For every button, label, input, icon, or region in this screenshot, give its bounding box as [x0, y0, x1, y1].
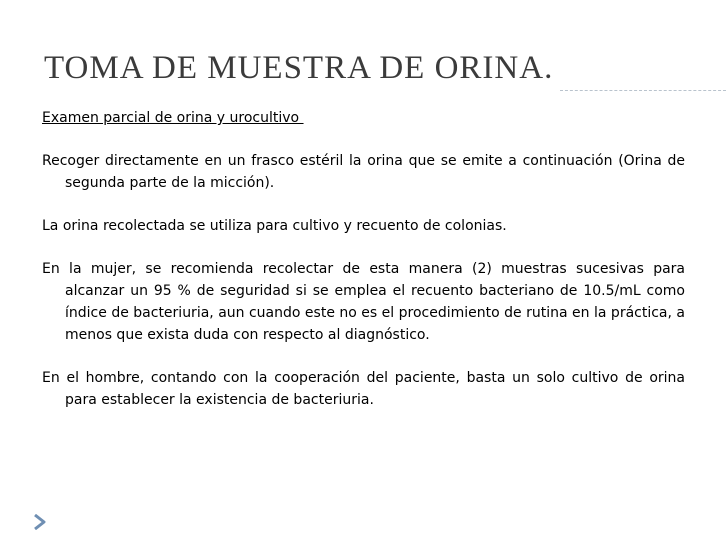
slide-body: [42, 107, 685, 411]
paragraph-4: En el hombre, contando con la cooperación del paciente, basta un solo cultivo de orina para establecer la existencia de bacteriuria.: [42, 370, 685, 408]
chevron-right-icon: [33, 514, 47, 530]
paragraph-1: Recoger directamente en un frasco estéril la orina que se emite a continuación (Orina de segunda parte de la micción).: [42, 153, 685, 191]
title-divider: [560, 90, 726, 91]
slide-subtitle: Examen parcial de orina y urocultivo: [42, 110, 304, 126]
paragraph-3: En la mujer, se recomienda recolectar de esta manera (2) muestras sucesivas para alcanzar un 95 % de seguridad si se emplea el recuento bacteriano de 10.5/mL como índice de bacteriuria, aun cuando este no es el procedimiento de rutina en la práctica, a menos que exista duda con respecto al diagnóstico.: [42, 261, 685, 343]
slide-title: TOMA DE MUESTRA DE ORINA.: [44, 50, 554, 86]
paragraph-2: La orina recolectada se utiliza para cultivo y recuento de colonias.: [42, 218, 507, 234]
